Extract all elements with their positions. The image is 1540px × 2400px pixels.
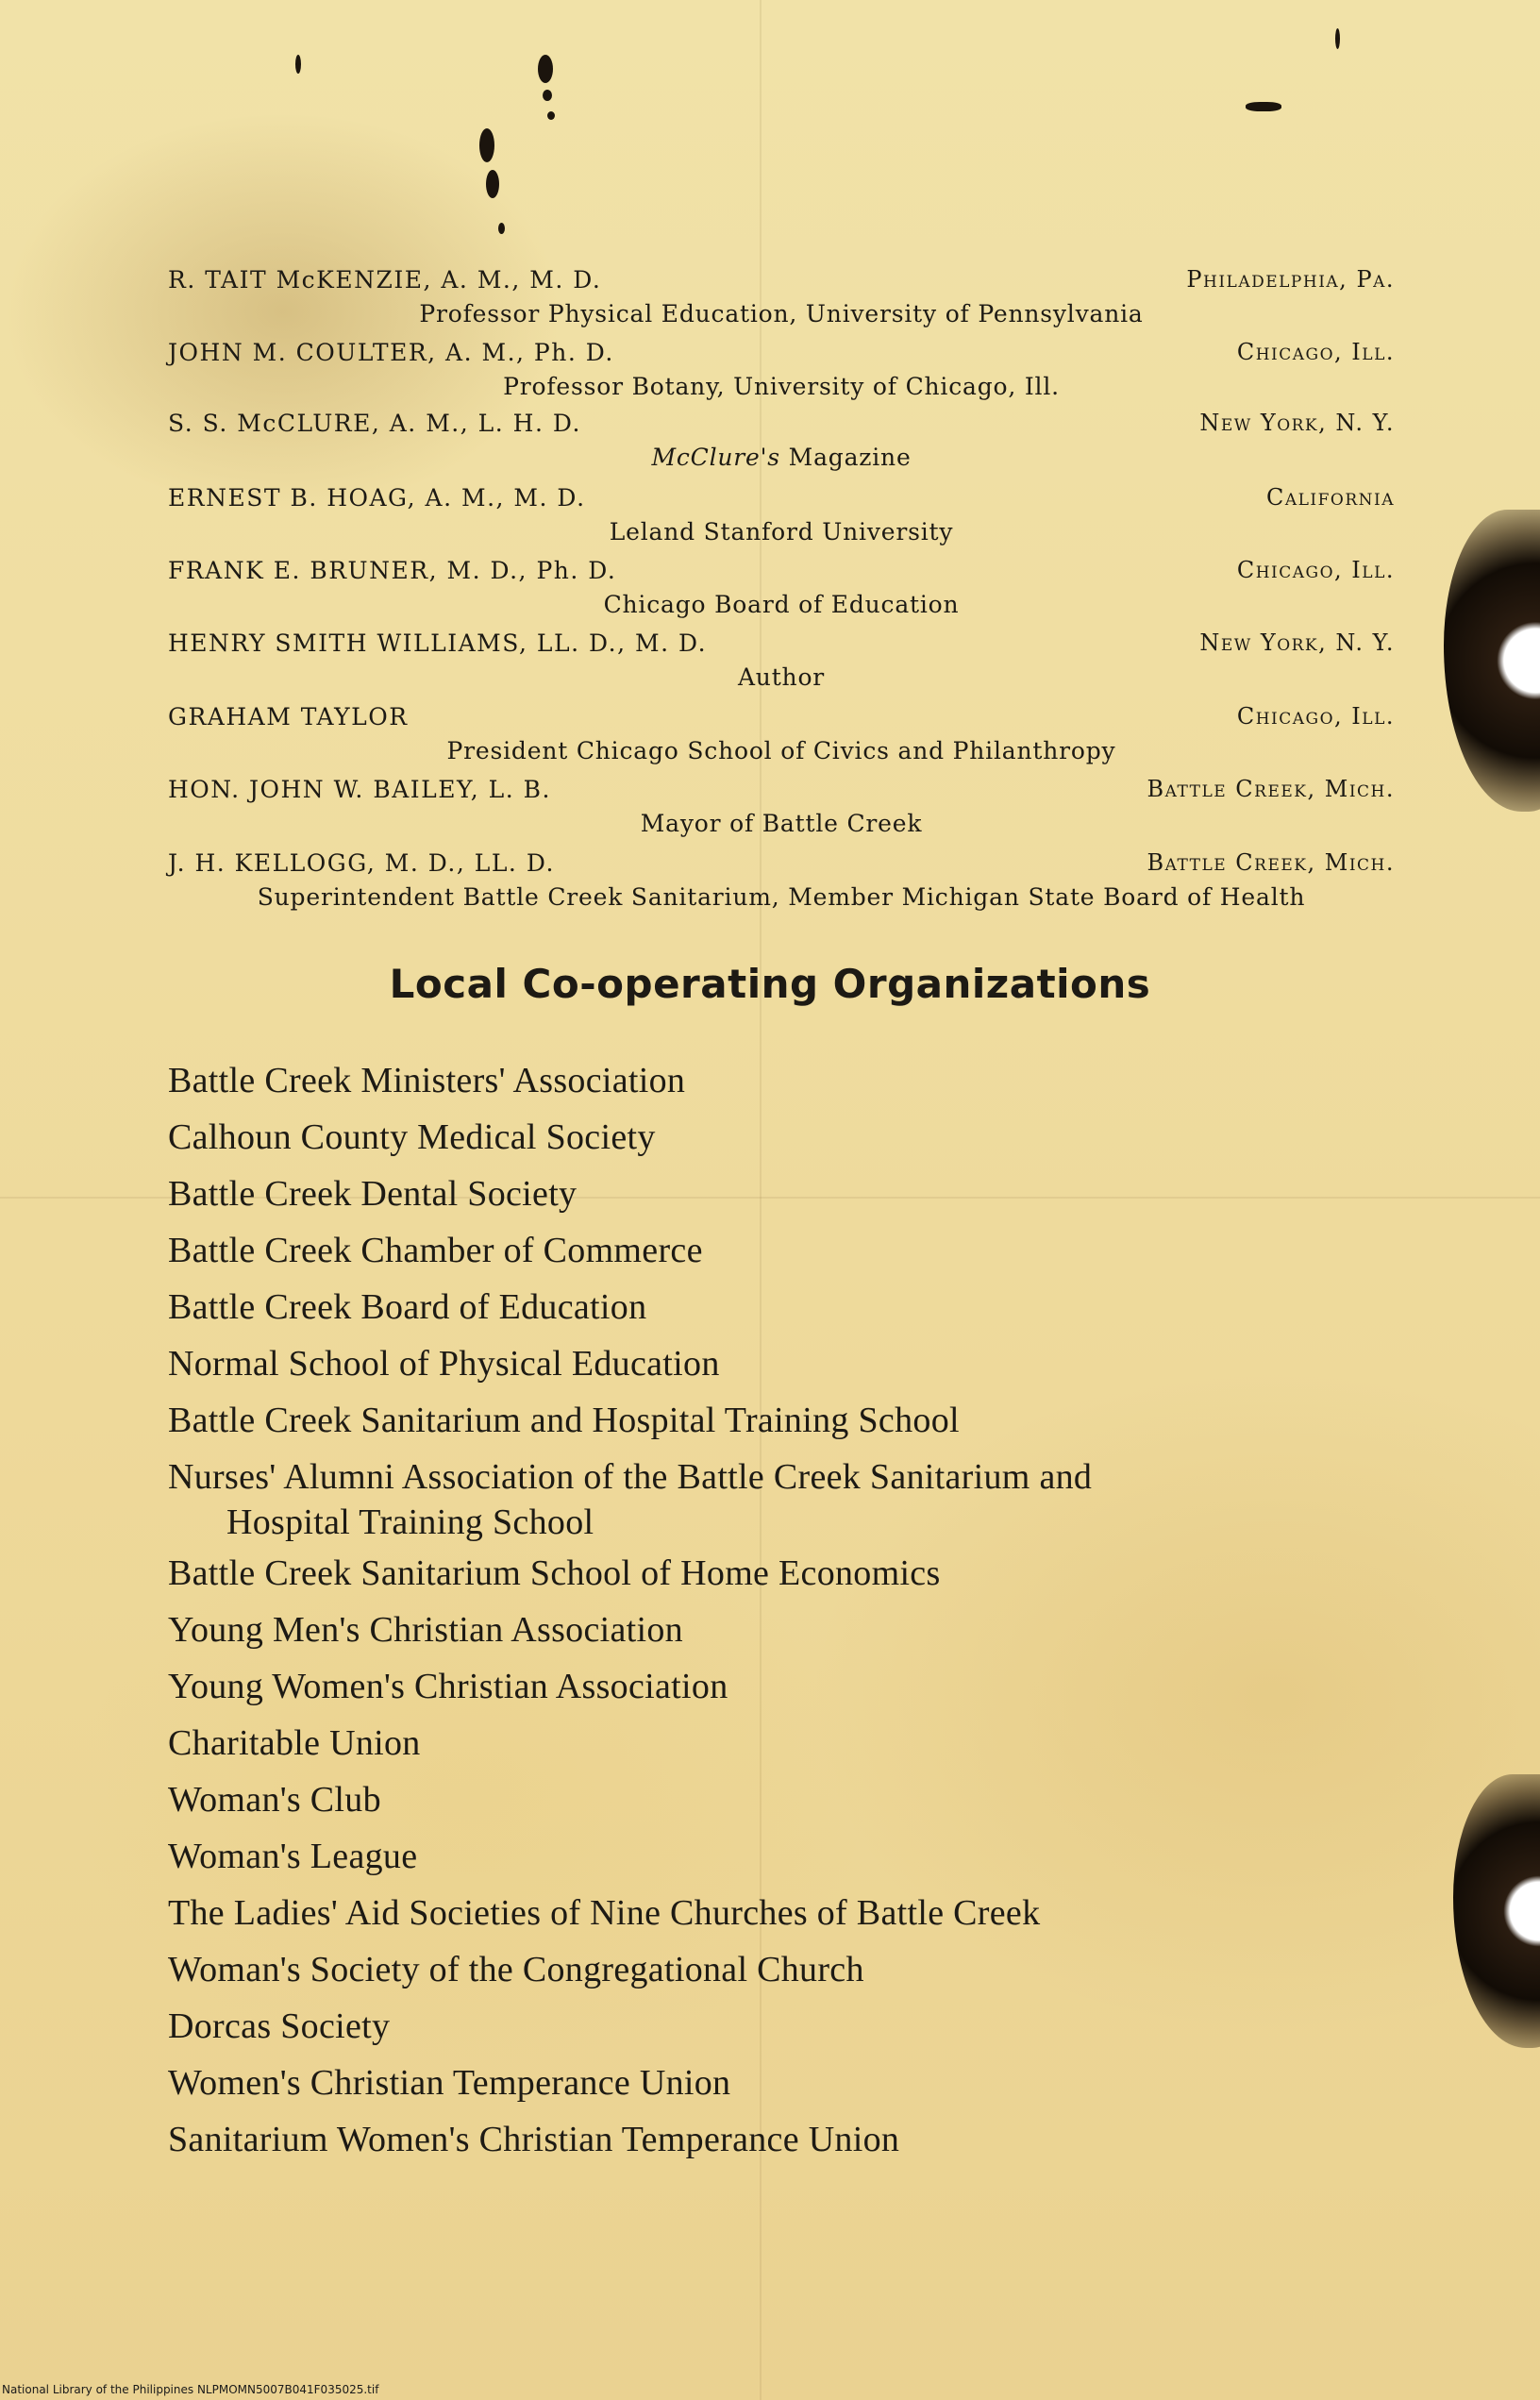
speaker-title: Professor Physical Education, University of Pennsylvania [419, 300, 1144, 327]
speaker-location: California [1265, 484, 1395, 511]
speaker-name: ERNEST B. HOAG, A. M., M. D. [168, 484, 586, 512]
magazine-name: McClure's [651, 444, 780, 471]
list-item: Woman's Society of the Congregational Church [168, 1950, 864, 1989]
ink-blot [538, 55, 553, 83]
speaker-name: HON. JOHN W. BAILEY, L. B. [168, 776, 551, 803]
list-item [168, 1449, 1092, 1545]
speaker-title: Professor Botany, University of Chicago, Ill. [503, 373, 1060, 400]
speaker-name: J. H. KELLOGG, M. D., LL. D. [168, 849, 555, 877]
speaker-location: Chicago, Ill. [1236, 703, 1395, 730]
burn-mark [1453, 1774, 1540, 2048]
list-item: Battle Creek Dental Society [168, 1174, 578, 1214]
speaker-name: HENRY SMITH WILLIAMS, LL. D., M. D. [168, 629, 708, 657]
list-item: Sanitarium Women's Christian Temperance Union [168, 2120, 900, 2159]
section-heading: Local Co-operating Organizations [389, 961, 1151, 1007]
list-item: Young Men's Christian Association [168, 1610, 683, 1650]
organization-list [168, 1052, 1092, 2168]
speaker-name: R. TAIT McKENZIE, A. M., M. D. [168, 266, 602, 294]
list-item: Battle Creek Sanitarium School of Home Economics [168, 1553, 941, 1593]
speaker-location: Philadelphia, Pa. [1186, 266, 1395, 293]
list-item: Normal School of Physical Education [168, 1344, 720, 1384]
list-item: Woman's League [168, 1837, 418, 1876]
ink-blot [1335, 28, 1340, 49]
ink-blot [1246, 102, 1281, 111]
speaker-name: GRAHAM TAYLOR [168, 703, 409, 730]
ink-blot [295, 55, 301, 74]
speaker-title: Leland Stanford University [609, 518, 954, 545]
speaker-location: Chicago, Ill. [1236, 557, 1395, 583]
list-item: Charitable Union [168, 1723, 421, 1763]
speaker-location: Battle Creek, Mich. [1147, 776, 1395, 802]
speaker-location: Chicago, Ill. [1236, 339, 1395, 365]
speaker-title: Author [737, 663, 826, 691]
list-item: Young Women's Christian Association [168, 1667, 728, 1706]
list-item: The Ladies' Aid Societies of Nine Churches of Battle Creek [168, 1893, 1041, 1933]
speaker-title-text: Magazine [779, 444, 912, 471]
speaker-name: JOHN M. COULTER, A. M., Ph. D. [168, 339, 614, 366]
speaker-title: Mayor of Battle Creek [640, 810, 923, 837]
speaker-title: President Chicago School of Civics and Philanthropy [446, 737, 1116, 764]
speaker-location: Battle Creek, Mich. [1147, 849, 1395, 876]
list-item: Woman's Club [168, 1780, 381, 1820]
list-item: Calhoun County Medical Society [168, 1117, 656, 1157]
speaker-title: Superintendent Battle Creek Sanitarium, Member Michigan State Board of Health [257, 883, 1306, 911]
ink-blot [543, 90, 552, 101]
list-item: Battle Creek Ministers' Association [168, 1061, 686, 1100]
list-item: Battle Creek Board of Education [168, 1287, 647, 1327]
list-item: Women's Christian Temperance Union [168, 2063, 731, 2103]
ink-blot [486, 170, 499, 198]
ink-blot [498, 223, 505, 234]
scan-footer: National Library of the Philippines NLPMOMN5007B041F035025.tif [2, 2383, 379, 2396]
list-item: Dorcas Society [168, 2006, 391, 2046]
list-item: Battle Creek Sanitarium and Hospital Training School [168, 1401, 960, 1440]
list-item-text: Nurses' Alumni Association of the Battle Creek Sanitarium and [168, 1457, 1093, 1497]
burn-mark [1444, 510, 1540, 812]
speaker-name: FRANK E. BRUNER, M. D., Ph. D. [168, 557, 617, 584]
list-item-continuation: Hospital Training School [226, 1502, 594, 1542]
speaker-title: Chicago Board of Education [603, 591, 960, 618]
speaker-name: S. S. McCLURE, A. M., L. H. D. [168, 410, 581, 437]
list-item: Battle Creek Chamber of Commerce [168, 1231, 703, 1270]
ink-blot [547, 111, 555, 120]
ink-blot [479, 128, 494, 162]
speaker-location: New York, N. Y. [1199, 629, 1395, 656]
speaker-title [168, 444, 1395, 471]
speaker-location: New York, N. Y. [1199, 410, 1395, 436]
